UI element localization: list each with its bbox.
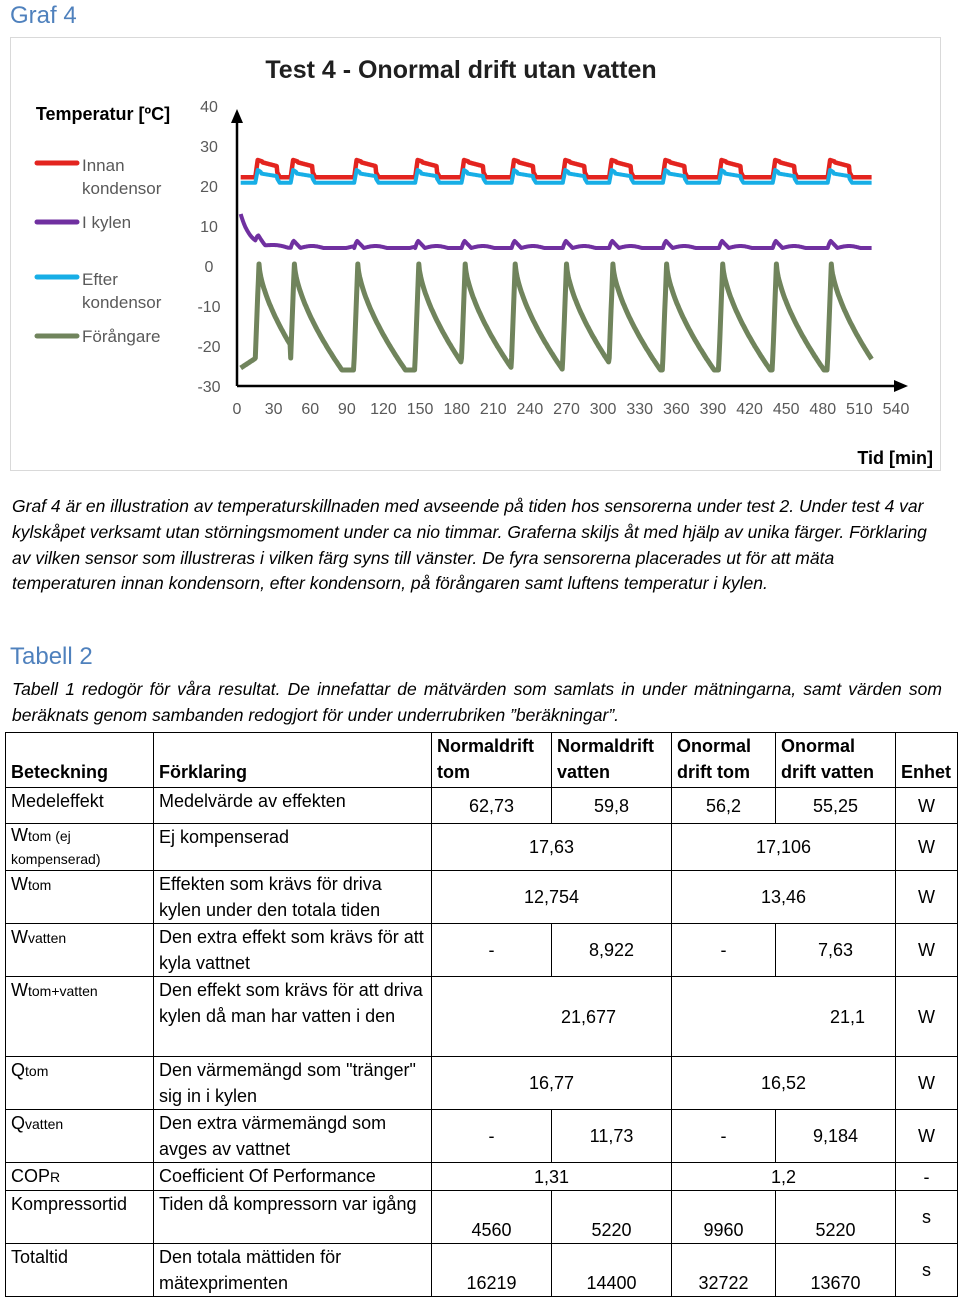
x-tick-label: 330 xyxy=(626,401,654,418)
graph-heading: Graf 4 xyxy=(10,2,77,29)
y-tick-label: 10 xyxy=(200,219,218,236)
cell-beteckning xyxy=(6,824,154,871)
table-row xyxy=(6,824,958,871)
cell-unit: - xyxy=(896,1163,958,1191)
table-heading: Tabell 2 xyxy=(10,643,93,670)
legend-entry xyxy=(37,156,162,198)
cell-value: - xyxy=(672,1110,776,1163)
cell-forklaring: Den effekt som krävs för att driva kylen då man har vatten i den xyxy=(154,977,432,1057)
cell-value: 32722 xyxy=(672,1244,776,1297)
legend-entry xyxy=(37,213,131,232)
table-row xyxy=(6,1057,958,1110)
beteckning-sub: tom (ej kompenserad) xyxy=(11,828,101,867)
chart-svg xyxy=(11,38,942,472)
table-row xyxy=(6,1244,958,1297)
y-tick-label: -10 xyxy=(197,299,221,316)
beteckning-main: W xyxy=(11,825,28,845)
x-tick-label: 240 xyxy=(516,401,544,418)
legend-label: Efter xyxy=(82,270,118,289)
x-tick-label: 390 xyxy=(699,401,727,418)
cell-forklaring: Medelvärde av effekten xyxy=(154,788,432,824)
figure-caption: Graf 4 är en illustration av temperaturskillnaden med avseende på tiden hos sensorerna under test 2. Under test 4 var kylskåpet verksamt utan störningsmoment under ca nio timmar. Graferna skiljs åt med hjälp av unika färger. Förklaring av vilken sensor som illustreras i vilken färg syns till vänster. De fyra sensorerna placerades ut för att mäta temperaturen innan kondensorn, efter kondensorn, på förångaren samt luftens temperatur i kylen. xyxy=(12,496,927,594)
series-line xyxy=(241,214,872,248)
cell-unit: W xyxy=(896,924,958,977)
table-intro-text: Tabell 1 redogör för våra resultat. De innefattar de mätvärden som samlats in under mätningarna, samt värden som beräknats genom sambanden redogjort för under underrubriken ”beräkningar”. xyxy=(12,679,942,725)
cell-value: 4560 xyxy=(432,1191,552,1244)
x-tick-label: 180 xyxy=(443,401,471,418)
cell-beteckning xyxy=(6,871,154,924)
cell-value-onormal: 13,46 xyxy=(672,871,896,924)
chart-title: Test 4 - Onormal drift utan vatten xyxy=(265,56,657,84)
table-row xyxy=(6,924,958,977)
cell-beteckning xyxy=(6,977,154,1057)
x-tick-label: 0 xyxy=(232,401,242,418)
x-tick-label: 210 xyxy=(479,401,507,418)
cell-beteckning xyxy=(6,1110,154,1163)
cell-forklaring: Ej kompenserad xyxy=(154,824,432,871)
cell-value: 62,73 xyxy=(432,788,552,824)
table-row xyxy=(6,1191,958,1244)
y-tick-label: -20 xyxy=(197,339,221,356)
cell-value: - xyxy=(432,924,552,977)
header-enhet: Enhet xyxy=(896,733,958,788)
cell-value: 59,8 xyxy=(552,788,672,824)
cell-value: - xyxy=(432,1110,552,1163)
cell-value-onormal: 1,2 xyxy=(672,1163,896,1191)
x-tick-label: 300 xyxy=(589,401,617,418)
legend-label: I kylen xyxy=(82,213,132,232)
cell-unit: W xyxy=(896,871,958,924)
x-tick-label: 420 xyxy=(736,401,763,418)
cell-beteckning xyxy=(6,1057,154,1110)
x-tick-label: 270 xyxy=(553,401,580,418)
cell-value-normaldrift: 1,31 xyxy=(432,1163,672,1191)
beteckning-sub: vatten xyxy=(25,1116,64,1132)
cell-beteckning xyxy=(6,924,154,977)
cell-forklaring: Den värmemängd som "tränger" sig in i kylen xyxy=(154,1057,432,1110)
header-normaldrift-tom: Normaldrift tom xyxy=(432,733,552,788)
cell-forklaring: Den extra värmemängd som avges av vattnet xyxy=(154,1110,432,1163)
header-beteckning: Beteckning xyxy=(6,733,154,788)
y-tick-label: 40 xyxy=(200,99,218,116)
y-tick-label: 0 xyxy=(204,259,214,276)
x-axis-label: Tid [min] xyxy=(857,448,933,468)
chart-axes xyxy=(231,109,908,392)
legend-entry xyxy=(37,327,160,346)
cell-value: 5220 xyxy=(552,1191,672,1244)
table-row xyxy=(6,871,958,924)
table-row xyxy=(6,788,958,824)
x-tick-label: 450 xyxy=(772,401,800,418)
table-row xyxy=(6,1163,958,1191)
cell-value-normaldrift-vatten: 21,677 xyxy=(432,977,672,1057)
cell-unit: W xyxy=(896,1110,958,1163)
cell-forklaring: Den totala mättiden för mätexprimenten xyxy=(154,1244,432,1297)
beteckning-sub: tom xyxy=(25,1063,49,1079)
cell-unit: s xyxy=(896,1244,958,1297)
header-onormal-drift-vatten: Onormal drift vatten xyxy=(776,733,896,788)
beteckning-main: COP xyxy=(11,1166,51,1186)
beteckning-main: W xyxy=(11,980,28,1000)
cell-value: 14400 xyxy=(552,1244,672,1297)
cell-value-normaldrift: 12,754 xyxy=(432,871,672,924)
cell-unit: W xyxy=(896,788,958,824)
beteckning-main: W xyxy=(11,927,28,947)
legend-label: kondensor xyxy=(82,293,162,312)
beteckning-main: Q xyxy=(11,1113,26,1133)
x-tick-label: 540 xyxy=(882,401,910,418)
beteckning-sub: vatten xyxy=(28,930,67,946)
legend-label: Innan xyxy=(82,156,125,175)
x-tick-label: 360 xyxy=(662,401,690,418)
table-row xyxy=(6,1110,958,1163)
cell-forklaring: Coefficient Of Performance xyxy=(154,1163,432,1191)
beteckning-sub: R xyxy=(50,1169,61,1185)
cell-unit: W xyxy=(896,1057,958,1110)
beteckning-main: W xyxy=(11,874,28,894)
cell-value-onormal: 16,52 xyxy=(672,1057,896,1110)
table-header-row xyxy=(6,733,958,788)
cell-value: 8,922 xyxy=(552,924,672,977)
x-tick-label: 30 xyxy=(264,401,283,418)
cell-value: 5220 xyxy=(776,1191,896,1244)
cell-value-onormal-vatten: 21,1 xyxy=(672,977,896,1057)
y-tick-label: 20 xyxy=(200,179,218,196)
cell-value-normaldrift: 16,77 xyxy=(432,1057,672,1110)
cell-value-onormal: 17,106 xyxy=(672,824,896,871)
beteckning-sub: tom xyxy=(28,877,52,893)
cell-unit: s xyxy=(896,1191,958,1244)
cell-forklaring: Effekten som krävs för driva kylen under den totala tiden xyxy=(154,871,432,924)
legend-entry xyxy=(37,270,162,312)
cell-value: 11,73 xyxy=(552,1110,672,1163)
x-tick-label: 60 xyxy=(301,401,320,418)
cell-beteckning: Kompressortid xyxy=(6,1191,154,1244)
cell-unit: W xyxy=(896,824,958,871)
chart-figure xyxy=(10,37,941,471)
cell-beteckning: Medeleffekt xyxy=(6,788,154,824)
cell-value: 9960 xyxy=(672,1191,776,1244)
x-tick-label: 510 xyxy=(846,401,873,418)
cell-value: 56,2 xyxy=(672,788,776,824)
x-tick-label: 120 xyxy=(370,401,397,418)
cell-value: 9,184 xyxy=(776,1110,896,1163)
cell-forklaring: Tiden då kompressorn var igång xyxy=(154,1191,432,1244)
results-table xyxy=(5,732,958,1297)
cell-forklaring: Den extra effekt som krävs för att kyla vattnet xyxy=(154,924,432,977)
x-tick-label: 480 xyxy=(809,401,837,418)
x-tick-label: 90 xyxy=(337,401,356,418)
cell-value: 7,63 xyxy=(776,924,896,977)
cell-beteckning xyxy=(6,1163,154,1191)
y-tick-label: -30 xyxy=(197,379,221,396)
header-forklaring: Förklaring xyxy=(154,733,432,788)
beteckning-sub: tom+vatten xyxy=(28,983,98,999)
cell-value: 16219 xyxy=(432,1244,552,1297)
y-tick-label: 30 xyxy=(200,139,218,156)
x-tick-label: 150 xyxy=(406,401,434,418)
series-line xyxy=(241,160,872,177)
cell-beteckning: Totaltid xyxy=(6,1244,154,1297)
cell-value-normaldrift: 17,63 xyxy=(432,824,672,871)
cell-value: 55,25 xyxy=(776,788,896,824)
legend-label: kondensor xyxy=(82,179,162,198)
cell-value: - xyxy=(672,924,776,977)
header-normaldrift-vatten: Normaldrift vatten xyxy=(552,733,672,788)
y-axis-label: Temperatur [ºC] xyxy=(35,104,171,124)
cell-value: 13670 xyxy=(776,1244,896,1297)
beteckning-main: Q xyxy=(11,1060,26,1080)
series-line xyxy=(241,264,872,370)
table-row xyxy=(6,977,958,1057)
cell-unit: W xyxy=(896,977,958,1057)
header-onormal-drift-tom: Onormal drift tom xyxy=(672,733,776,788)
legend-label: Förångare xyxy=(82,327,161,346)
